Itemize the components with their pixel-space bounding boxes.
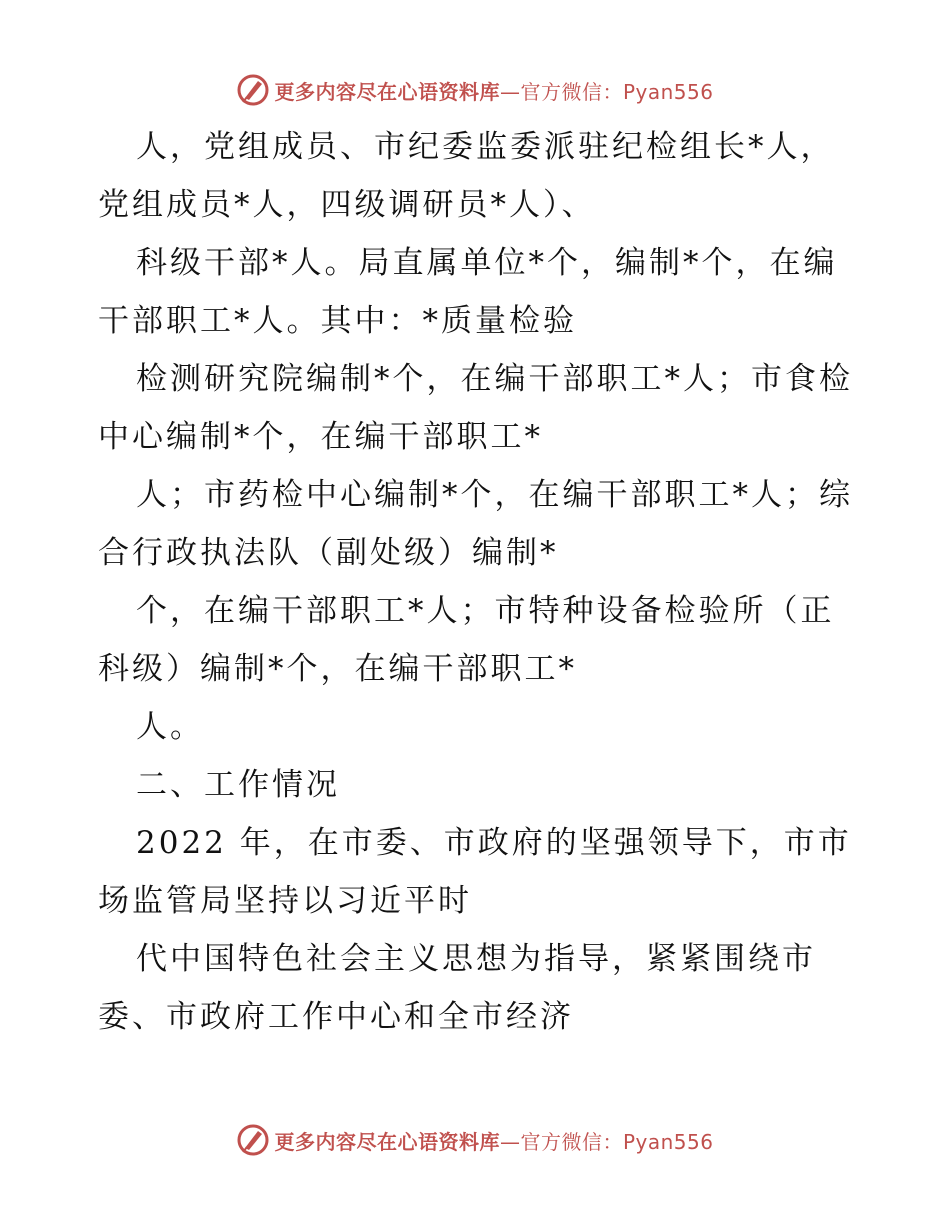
banner-dash: —: [499, 79, 521, 104]
body-line: 党组成员*人，四级调研员*人）、: [98, 187, 596, 223]
body-line: 2022 年，在市委、市政府的坚强领导下，市市: [136, 825, 852, 861]
banner-contact: 官方微信：Pyan556: [520, 79, 714, 104]
body-line: 科级）编制*个，在编干部职工*: [98, 651, 577, 687]
body-line: 委、市政府工作中心和全市经济: [98, 999, 574, 1035]
document-body: [98, 118, 858, 1046]
body-line: 合行政执法队（副处级）编制*: [98, 535, 559, 571]
footer-banner: [0, 1120, 950, 1160]
banner-dash: —: [499, 1129, 521, 1154]
body-line: 场监管局坚持以习近平时: [98, 883, 472, 919]
body-line: 科级干部*人。局直属单位*个，编制*个，在编: [136, 245, 838, 281]
body-line: 人。: [136, 709, 204, 745]
body-line: 检测研究院编制*个，在编干部职工*人；市食检: [136, 361, 853, 397]
header-banner: [0, 70, 950, 110]
body-line: 人；市药检中心编制*个，在编干部职工*人；综: [136, 477, 853, 513]
body-line: 干部职工*人。其中：*质量检验: [98, 303, 577, 339]
quill-logo-icon: [236, 1123, 270, 1157]
section-heading: 二、工作情况: [136, 767, 340, 803]
banner-title: 更多内容尽在心语资料库: [274, 79, 500, 104]
body-line: 代中国特色社会主义思想为指导，紧紧围绕市: [136, 941, 816, 977]
body-line: 人，党组成员、市纪委监委派驻纪检组长*人，: [136, 129, 835, 165]
banner-contact: 官方微信：Pyan556: [520, 1129, 714, 1154]
quill-logo-icon: [236, 73, 270, 107]
body-line: 个，在编干部职工*人；市特种设备检验所（正: [136, 593, 835, 629]
banner-title: 更多内容尽在心语资料库: [274, 1129, 500, 1154]
body-line: 中心编制*个，在编干部职工*: [98, 419, 543, 455]
